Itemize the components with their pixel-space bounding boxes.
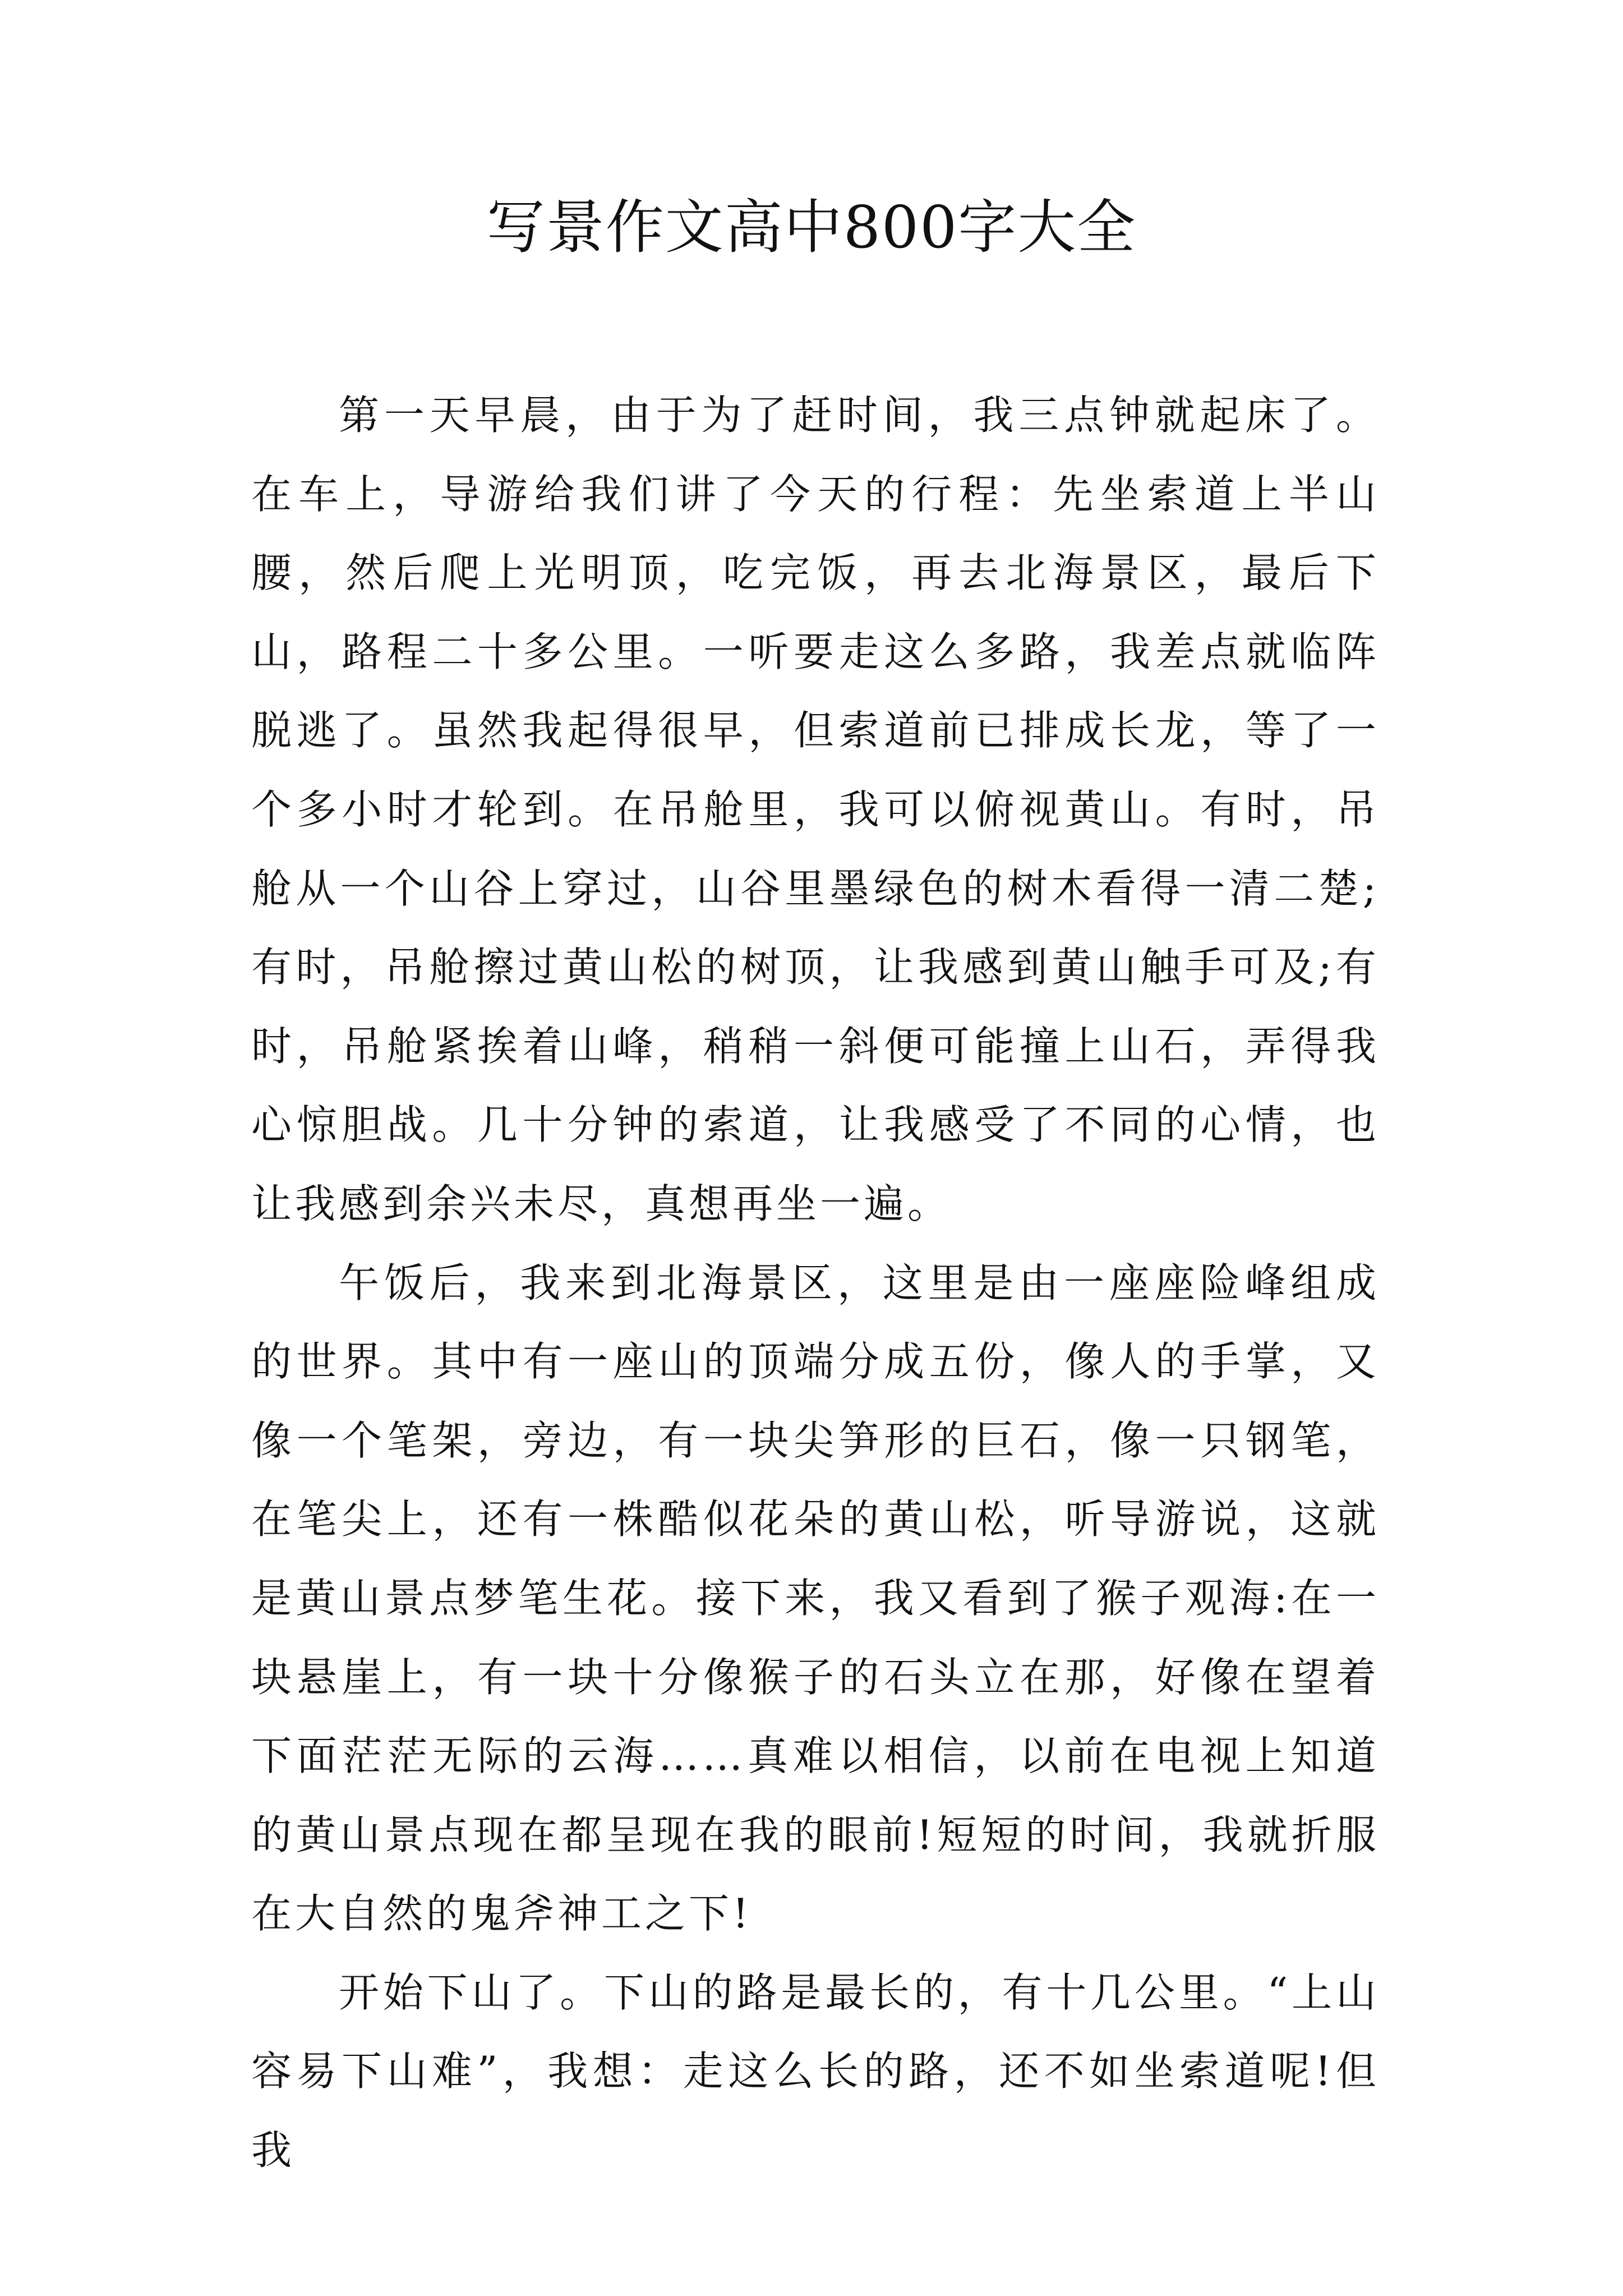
paragraph-3: 开始下山了。下山的路是最长的，有十几公里。“上山容易下山难”，我想：走这么长的路，还不如坐索道呢!但我 <box>251 1968 1380 2174</box>
paragraph-1: 第一天早晨，由于为了赶时间，我三点钟就起床了。在车上，导游给我们讲了今天的行程：先坐索道上半山腰，然后爬上光明顶，吃完饭，再去北海景区，最后下山，路程二十多公里。一听要走这么多路，我差点就临阵脱逃了。虽然我起得很早，但索道前已排成长龙，等了一个多小时才轮到。在吊舱里，我可以俯视黄山。有时，吊舱从一个山谷上穿过，山谷里墨绿色的树木看得一清二楚;有时，吊舱擦过黄山松的树顶，让我感到黄山触手可及;有时，吊舱紧挨着山峰，稍稍一斜便可能撞上山石，弄得我心惊胆战。几十分钟的索道，让我感受了不同的心情，也让我感到余兴未尽，真想再坐一遍。 <box>251 392 1380 1227</box>
document-title: 写景作文高中800字大全 <box>486 193 1137 261</box>
paragraph-2: 午饭后，我来到北海景区，这里是由一座座险峰组成的世界。其中有一座山的顶端分成五份，像人的手掌，又像一个笔架，旁边，有一块尖笋形的巨石，像一只钢笔，在笔尖上，还有一株酷似花朵的黄山松，听导游说，这就是黄山景点梦笔生花。接下来，我又看到了猴子观海:在一块悬崖上，有一块十分像猴子的石头立在那，好像在望着下面茫茫无际的云海……真难以相信，以前在电视上知道的黄山景点现在都呈现在我的眼前!短短的时间，我就折服在大自然的鬼斧神工之下! <box>251 1259 1380 1938</box>
document-body <box>251 376 1380 2190</box>
